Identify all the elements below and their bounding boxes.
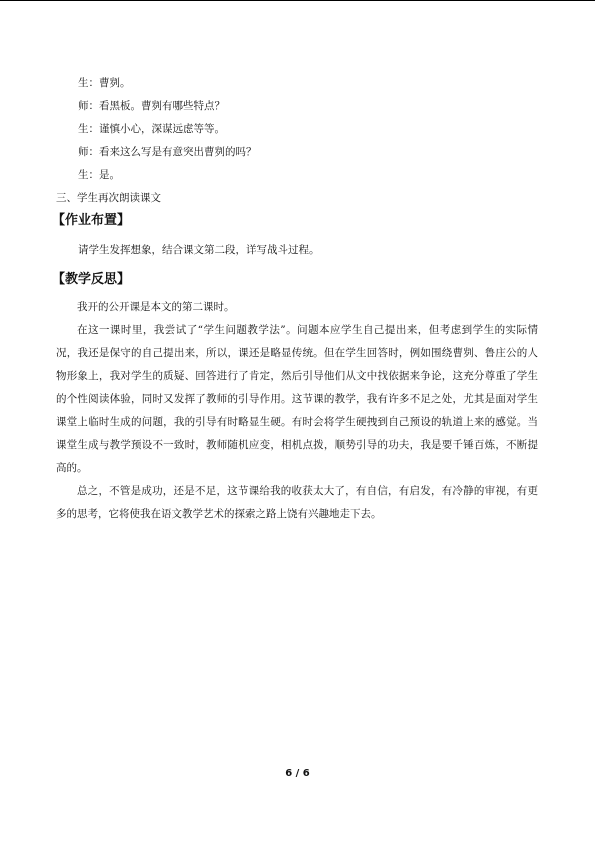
document-body: [52, 72, 538, 526]
dialogue-line: 师：看黑板。曹刿有哪些特点？: [78, 100, 225, 112]
reflection-paragraph: 在这一课时里，我尝试了“学生问题教学法”。问题本应学生自己提出来，但考虑到学生的实际情况，我还是保守的自己提出来，所以，课还是略显传统。但在学生回答时，例如围绕曹刿、鲁庄公的人物形象上，我对学生的质疑、回答进行了肯定，然后引导他们从文中找依据来争论，这充分尊重了学生的个性阅读体验，同时又发挥了教师的引导作用。这节课的教学，我有许多不足之处，尤其是面对学生课堂上临时生成的问题，我的引导有时略显生硬。有时会将学生硬拽到自己预设的轨道上来的感觉。当课堂生成与教学预设不一致时，教师随机应变，相机点拨，顺势引导的功夫，我是要千锤百炼，不断提高的。: [56, 324, 538, 474]
teaching-step-three: 三、学生再次朗读课文: [56, 192, 161, 204]
dialogue-line: 师：看来这么写是有意突出曹刿的吗？: [78, 146, 257, 158]
dialogue-line: 生：是。: [78, 169, 120, 181]
reflection-heading: 【教学反思】: [52, 272, 131, 287]
reflection-paragraph: 总之，不管是成功，还是不足，这节课给我的收获太大了，有自信，有启发，有冷静的审视，有更多的思考，它将使我在语文教学艺术的探索之路上饶有兴趣地走下去。: [56, 485, 538, 520]
reflection-paragraph: 我开的公开课是本文的第二课时。: [77, 301, 235, 313]
dialogue-line: 生：谨慎小心，深谋远虑等等。: [78, 123, 225, 135]
header-rule: [0, 0, 595, 1]
dialogue-line: 生：曹刿。: [78, 77, 131, 89]
page-number: 6 / 6: [285, 768, 310, 779]
homework-heading: 【作业布置】: [52, 213, 131, 228]
homework-text: 请学生发挥想象，结合课文第二段，详写战斗过程。: [78, 244, 320, 256]
